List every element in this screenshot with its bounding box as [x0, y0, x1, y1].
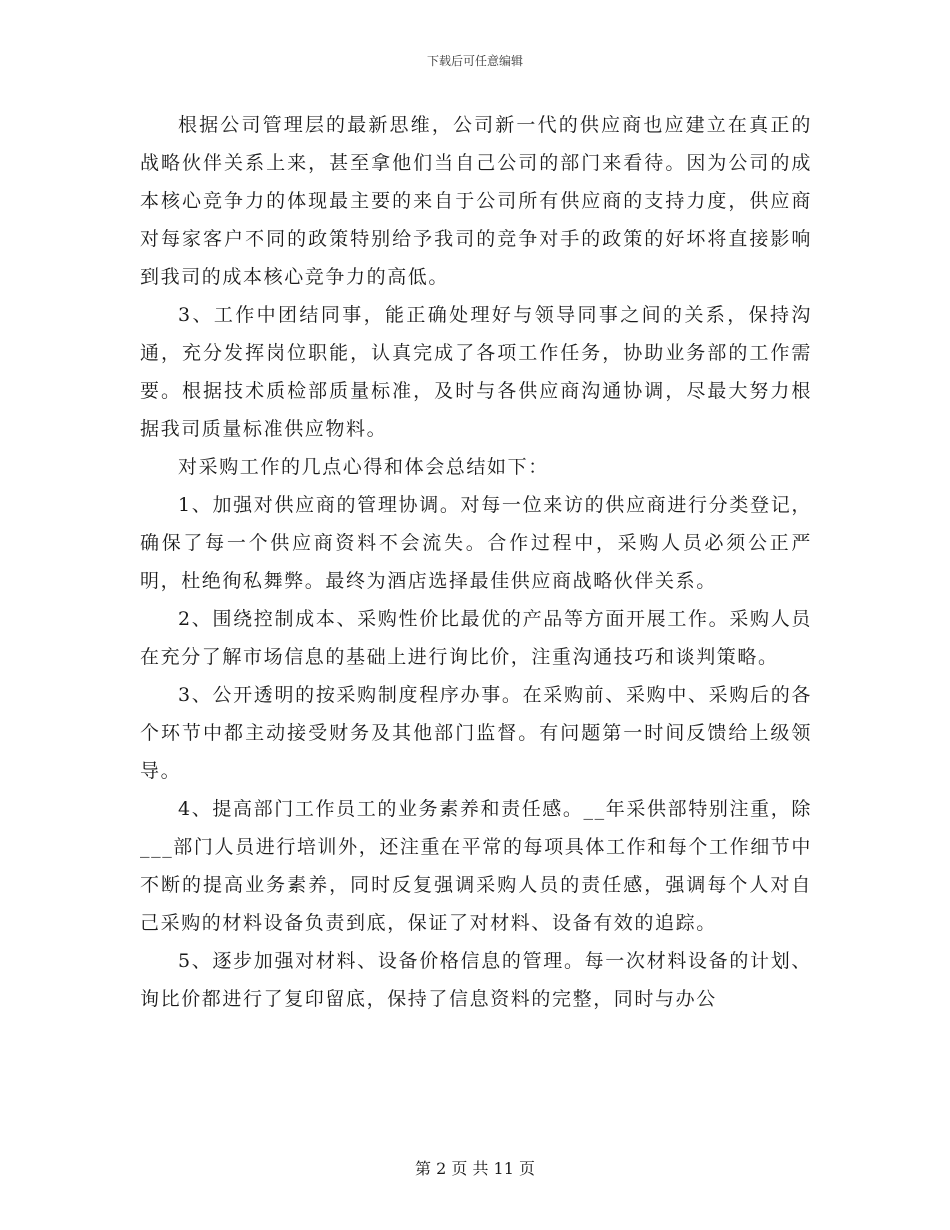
- document-body: [140, 106, 812, 1018]
- paragraph-3: 对采购工作的几点心得和体会总结如下：: [178, 456, 549, 478]
- page-footer: 第 2 页 共 11 页: [415, 1159, 535, 1178]
- paragraph-7: 4、提高部门工作员工的业务素养和责任感。__年采供部特别注重，除___部门人员进行培训外，还注重在平常的每项具体工作和每个工作细节中不断的提高业务素养，同时反复强调采购人员的责任感，强调每个人对自己采购的材料设备负责到底，保证了对材料、设备有效的追踪。: [140, 798, 812, 934]
- paragraph-5: 2、围绕控制成本、采购性价比最优的产品等方面开展工作。采购人员在充分了解市场信息的基础上进行询比价，注重沟通技巧和谈判策略。: [140, 608, 812, 668]
- paragraph-4: 1、加强对供应商的管理协调。对每一位来访的供应商进行分类登记，确保了每一个供应商资料不会流失。合作过程中，采购人员必须公正严明，杜绝徇私舞弊。最终为酒店选择最佳供应商战略伙伴关系。: [140, 494, 812, 592]
- paragraph-1: 根据公司管理层的最新思维，公司新一代的供应商也应建立在真正的战略伙伴关系上来，甚至拿他们当自己公司的部门来看待。因为公司的成本核心竞争力的体现最主要的来自于公司所有供应商的支持力度，供应商对每家客户不同的政策特别给予我司的竞争对手的政策的好坏将直接影响到我司的成本核心竞争力的高低。: [140, 114, 812, 288]
- paragraph-6: 3、公开透明的按采购制度程序办事。在采购前、采购中、采购后的各个环节中都主动接受财务及其他部门监督。有问题第一时间反馈给上级领导。: [140, 684, 812, 782]
- paragraph-8: 5、逐步加强对材料、设备价格信息的管理。每一次材料设备的计划、询比价都进行了复印留底，保持了信息资料的完整，同时与办公: [140, 950, 812, 1010]
- paragraph-2: 3、工作中团结同事，能正确处理好与领导同事之间的关系，保持沟通，充分发挥岗位职能，认真完成了各项工作任务，协助业务部的工作需要。根据技术质检部质量标准，及时与各供应商沟通协调，尽最大努力根据我司质量标准供应物料。: [140, 304, 812, 440]
- page-header: 下载后可任意编辑: [426, 54, 523, 68]
